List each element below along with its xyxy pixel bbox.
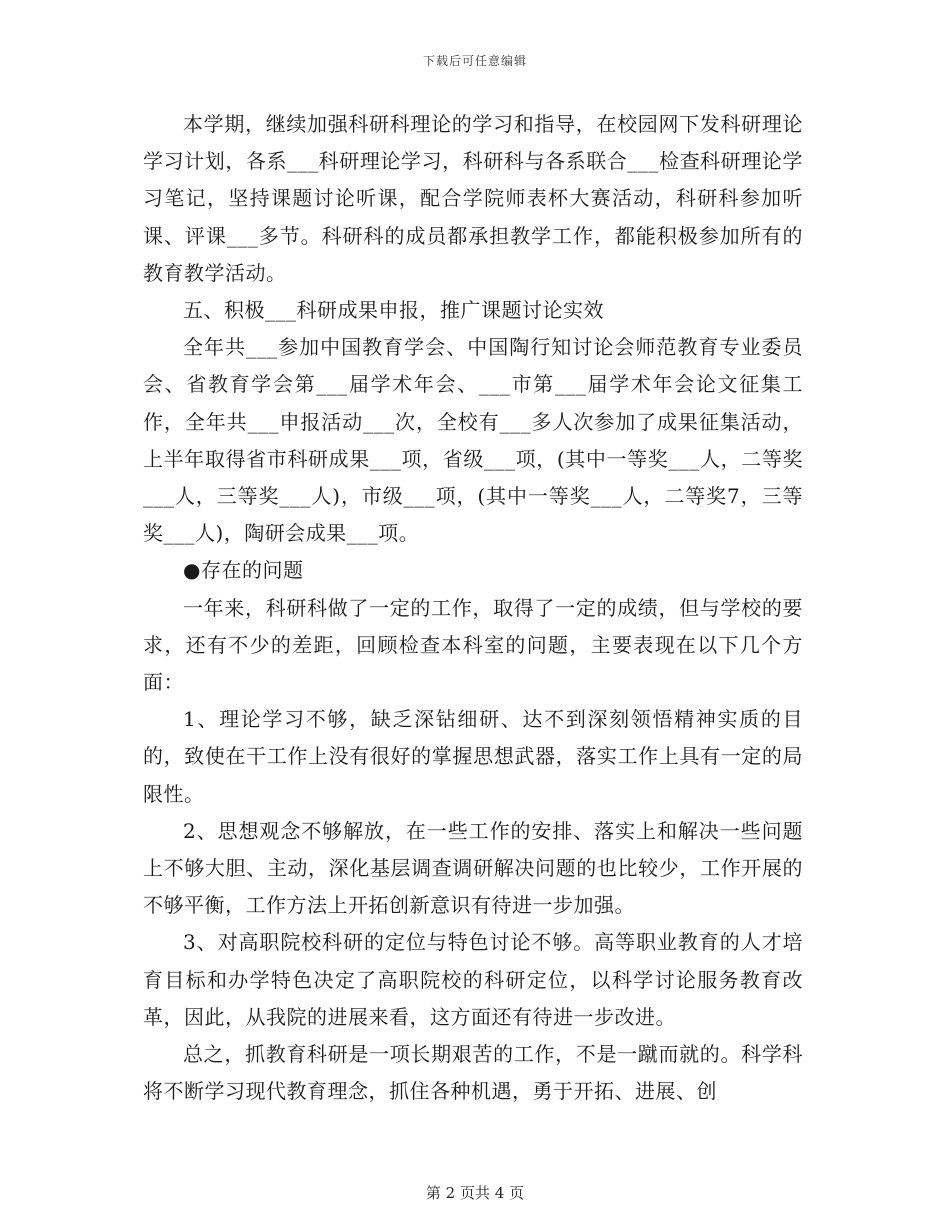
page-footer: 第 2 页共 4 页	[425, 1184, 525, 1202]
paragraph-conclusion: 总之，抓教育科研是一项长期艰苦的工作，不是一蹴而就的。科学科将不断学习现代教育理念，抓住各种机遇，勇于开拓、进展、创	[143, 1042, 803, 1104]
paragraph-problem-3: 3、对高职院校科研的定位与特色讨论不够。高等职业教育的人才培育目标和办学特色决定了高职院校的科研定位，以科学讨论服务教育改革，因此，从我院的进展来看，这方面还有待进一步改进。	[143, 930, 803, 1029]
document-body	[143, 106, 803, 1110]
paragraph-problems-intro: 一年来，科研科做了一定的工作，取得了一定的成绩，但与学校的要求，还有不少的差距，回顾检查本科室的问题，主要表现在以下几个方面：	[143, 595, 803, 695]
page-header: 下载后可任意编辑	[422, 54, 527, 68]
section-heading-problems: ●存在的问题	[183, 558, 304, 583]
paragraph-problem-2: 2、思想观念不够解放，在一些工作的安排、落实上和解决一些问题上不够大胆、主动，深化基层调查调研解决问题的也比较少，工作开展的不够平衡，工作方法上开拓创新意识有待进一步加强。	[143, 818, 803, 918]
paragraph-research-study: 本学期，继续加强科研科理论的学习和指导，在校园网下发科研理论学习计划，各系___科研理论学习，科研科与各系联合___检查科研理论学习笔记，坚持课题讨论听课，配合学院师表杯大赛活动，科研科参加听课、评课___多节。科研科的成员都承担教学工作，都能积极参加所有的教育教学活动。	[143, 112, 803, 285]
section-heading-achievements: 五、积极___科研成果申报，推广课题讨论实效	[183, 298, 604, 323]
paragraph-achievements: 全年共___参加中国教育学会、中国陶行知讨论会师范教育专业委员会、省教育学会第___届学术年会、___市第___届学术年会论文征集工作，全年共___申报活动___次，全校有___多人次参加了成果征集活动，上半年取得省市科研成果___项，省级___项，(其中一等奖___人，二等奖___人，三等奖___人)，市级___项，(其中一等奖___人，二等奖7，三等奖___人)，陶研会成果___项。	[143, 335, 803, 546]
paragraph-problem-1: 1、理论学习不够，缺乏深钻细研、达不到深刻领悟精神实质的目的，致使在干工作上没有很好的掌握思想武器，落实工作上具有一定的局限性。	[143, 707, 803, 806]
